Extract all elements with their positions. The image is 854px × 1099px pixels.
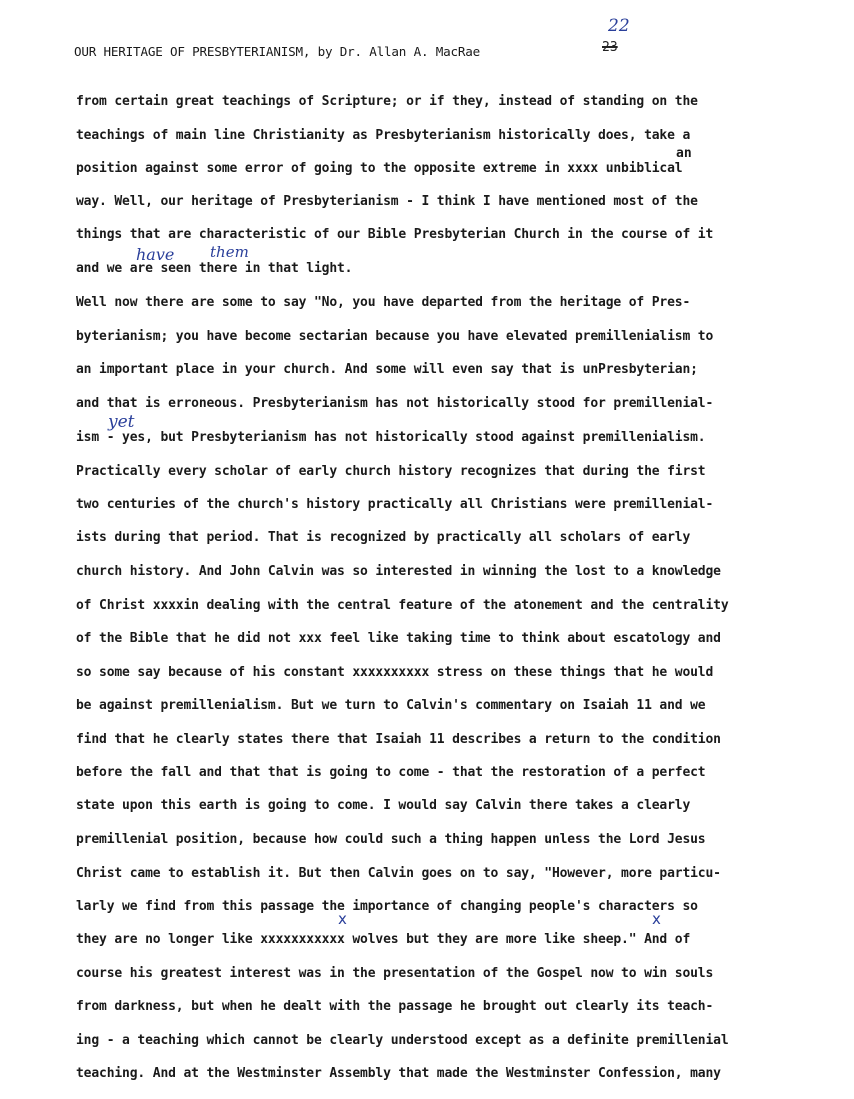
text-line: way. Well, our heritage of Presbyterianism - I think I have mentioned most of the <box>76 194 698 209</box>
text-line: course his greatest interest was in the presentation of the Gospel now to win souls <box>76 966 714 981</box>
text-line: teaching. And at the Westminster Assembly that made the Westminster Confession, many <box>76 1066 721 1081</box>
text-line: of the Bible that he did not xxx feel like taking time to think about escatology and <box>76 631 721 646</box>
text-line: Practically every scholar of early church history recognizes that during the first <box>76 464 706 479</box>
text-line: an important place in your church. And some will even say that is unPresbyterian; <box>76 362 698 377</box>
text-line: ism - yes, but Presbyterianism has not historically stood against premillenialism. <box>76 430 706 445</box>
handwritten-them: them <box>210 243 249 261</box>
text-line: position against some error of going to the opposite extreme in xxxx unbiblical <box>76 161 683 176</box>
text-line: be against premillenialism. But we turn to Calvin's commentary on Isaiah 11 and we <box>76 698 706 713</box>
text-line: they are no longer like xxxxxxxxxxx wolves but they are more like sheep." And of <box>76 932 691 947</box>
text-line: things that are characteristic of our Bible Presbyterian Church in the course of it <box>76 227 714 242</box>
text-line: and that is erroneous. Presbyterianism has not historically stood for premillenial- <box>76 396 714 411</box>
text-line: and we are seen there in that light. <box>76 261 353 276</box>
page-number-handwritten: 22 <box>608 16 630 36</box>
document-header: OUR HERITAGE OF PRESBYTERIANISM, by Dr. Allan A. MacRae <box>74 44 481 59</box>
page-number <box>602 40 618 55</box>
text-line: ing - a teaching which cannot be clearly understood except as a definite premillenial <box>76 1033 729 1048</box>
text-line: larly we find from this passage the importance of changing people's characters so <box>76 899 698 914</box>
text-line: Christ came to establish it. But then Calvin goes on to say, "However, more particu- <box>76 866 721 881</box>
text-line: two centuries of the church's history practically all Christians were premillenial- <box>76 497 714 512</box>
text-line: byterianism; you have become sectarian because you have elevated premillenialism to <box>76 329 714 344</box>
text-line: Well now there are some to say "No, you have departed from the heritage of Pres- <box>76 295 691 310</box>
text-line: before the fall and that that is going to come - that the restoration of a perfect <box>76 765 706 780</box>
text-line: ists during that period. That is recognized by practically all scholars of early <box>76 530 691 545</box>
text-line: from certain great teachings of Scripture; or if they, instead of standing on the <box>76 94 698 109</box>
correction-mark-2: x <box>652 910 661 928</box>
text-line: state upon this earth is going to come. I would say Calvin there takes a clearly <box>76 798 691 813</box>
text-line: of Christ xxxxin dealing with the central feature of the atonement and the centrality <box>76 598 729 613</box>
page-number-old: 23 <box>602 40 618 55</box>
correction-mark-1: x <box>338 910 347 928</box>
text-line: teachings of main line Christianity as Presbyterianism historically does, take a <box>76 128 691 143</box>
text-line: church history. And John Calvin was so interested in winning the lost to a knowledge <box>76 564 721 579</box>
text-line: premillenial position, because how could such a thing happen unless the Lord Jesus <box>76 832 706 847</box>
text-line: find that he clearly states there that Isaiah 11 describes a return to the condition <box>76 732 721 747</box>
handwritten-have: have <box>136 245 175 264</box>
text-line: from darkness, but when he dealt with the passage he brought out clearly its teach- <box>76 999 714 1014</box>
inserted-word-an: an <box>676 146 692 161</box>
text-line: so some say because of his constant xxxxxxxxxx stress on these things that he would <box>76 665 714 680</box>
handwritten-yet: yet <box>108 412 135 432</box>
